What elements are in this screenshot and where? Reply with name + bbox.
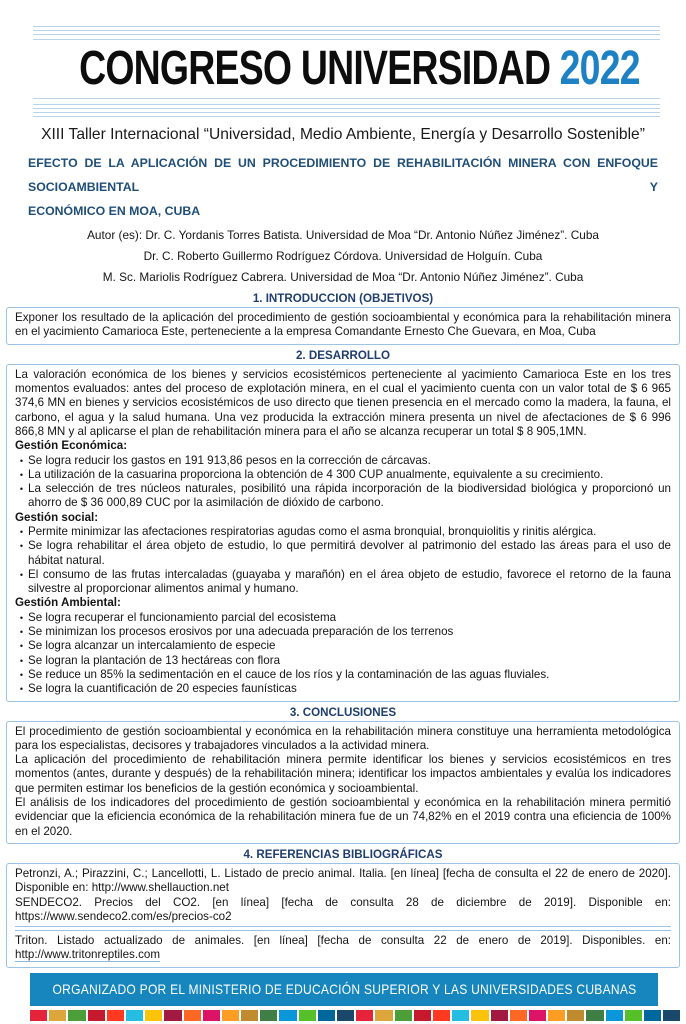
bullet-text: Se logra recuperar el funcionamiento parcial del ecosistema (28, 610, 337, 624)
sdg-square (30, 1010, 47, 1021)
pinstripe-line (33, 34, 660, 35)
paper-title-line2: ECONÓMICO EN MOA, CUBA (28, 204, 201, 219)
group-title: Gestión Económica: (15, 439, 128, 453)
bullet-item (15, 482, 671, 511)
bullet-dot: • (19, 569, 24, 580)
group-title-text: Gestión Económica (15, 439, 124, 453)
conclusion-paragraph: La aplicación del procedimiento de rehabilitación minera permite identificar los bienes y servicios ecosistémicos en tres momentos (antes, durante y después) de la rehabilitación minera; identificar los impactos ambientales y evalúa los indicadores que permiten estimar los beneficios de la gestión económica y socioambiental. (15, 753, 671, 795)
sdg-square (145, 1010, 162, 1021)
bullet-item (15, 539, 671, 568)
group-title-text: Gestión Ambiental (15, 596, 117, 610)
pinstripe-line (33, 104, 660, 105)
bullet-dot: • (19, 612, 24, 623)
sdg-square (395, 1010, 412, 1021)
section-heading-conclusiones: 3. CONCLUSIONES (289, 705, 397, 719)
bullet-dot: • (19, 469, 24, 480)
sdg-square (471, 1010, 488, 1021)
reference-text: Petronzi, A.; Pirazzini, C.; Lancellotti, L. Listado de precio animal. Italia. [en línea] [fecha de consulta el 22 de enero de 2020]. Disponible en: http://www.shellauction.net (15, 866, 671, 895)
conclusion-paragraph: El análisis de los indicadores del procedimiento de gestión socioambiental y económica en la rehabilitación minera permitió evidenciar que la eficiencia económica de la rehabilitación minera fue de un 74,82% en el 2019 contra una eficiencia de 100% en el 2020. (15, 796, 671, 838)
congress-title (0, 41, 686, 95)
bullet-dot: • (19, 541, 24, 552)
sdg-color-strip (30, 1010, 684, 1021)
reference-item (15, 934, 671, 963)
sdg-square (88, 1010, 105, 1021)
sdg-square (414, 1010, 431, 1021)
organizer-banner-text: ORGANIZADO POR EL MINISTERIO DE EDUCACIÓN SUPERIOR Y LAS UNIVERSIDADES CUBANAS (52, 981, 636, 998)
sdg-square (433, 1010, 450, 1021)
group-title-text: Gestión social (15, 510, 95, 524)
congress-title-main: CONGRESO UNIVERSIDAD (79, 41, 551, 95)
sdg-square (375, 1010, 392, 1021)
sdg-square (548, 1010, 565, 1021)
pinstripe-line (33, 98, 660, 99)
reference-item (15, 896, 671, 925)
bullet-item (15, 454, 671, 468)
header-pinstripes-bottom (33, 98, 660, 118)
workshop-subtitle: XIII Taller Internacional “Universidad, Medio Ambiente, Energía y Desarrollo Sostenible” (41, 126, 645, 144)
sdg-square (356, 1010, 373, 1021)
author-line: Dr. C. Roberto Guillermo Rodríguez Córdova. Universidad de Holguín. Cuba (143, 249, 543, 264)
sdg-square (279, 1010, 296, 1021)
bullet-text: La utilización de la casuarina proporciona la obtención de 4 300 CUP anualmente, equivalente a su crecimiento. (28, 467, 604, 481)
bullet-item (15, 568, 671, 597)
desarrollo-groups (15, 439, 671, 696)
section-heading-referencias: 4. REFERENCIAS BIBLIOGRÁFICAS (243, 847, 443, 861)
pinstripe-line (33, 112, 660, 113)
sdg-square (241, 1010, 258, 1021)
bullet-dot: • (19, 684, 24, 695)
bullet-dot: • (19, 627, 24, 638)
bullet-dot: • (19, 484, 24, 495)
sdg-square (126, 1010, 143, 1021)
congress-title-year: 2022 (559, 41, 640, 95)
sdg-square (606, 1010, 623, 1021)
sdg-square (529, 1010, 546, 1021)
bullet-text: El consumo de las frutas intercaladas (guayaba y marañón) en el área objeto de estudio, favorece el retorno de la fauna silvestre al proporcionar alimentos animal y humano. (28, 567, 671, 596)
bullet-dot: • (19, 641, 24, 652)
pinstripe-line (33, 116, 660, 117)
author-line: M. Sc. Mariolis Rodríguez Cabrera. Universidad de Moa “Dr. Antonio Núñez Jiménez”. Cuba (102, 270, 584, 285)
bullet-text: La selección de tres núcleos naturales, posibilitó una rápida incorporación de la biodiversidad biológica y proporcionó un ahorro de $ 36 000,89 CUC por la asimilación de dióxido de carbono. (28, 482, 671, 510)
sdg-square (567, 1010, 584, 1021)
bullet-item (15, 468, 671, 482)
bullet-text: Permite minimizar las afectaciones respiratorias agudas como el asma bronquial, bronquiolitis y rinitis alérgica. (28, 524, 597, 538)
sdg-square (203, 1010, 220, 1021)
bullet-text: Se logra la cuantificación de 20 especies faunísticas (28, 682, 297, 696)
sdg-square (49, 1010, 66, 1021)
bullet-text: Se minimizan los procesos erosivos por una adecuada preparación de los terrenos (28, 625, 454, 639)
poster-footer (0, 968, 686, 1021)
pinstripe-line (33, 30, 660, 31)
sdg-square (663, 1010, 680, 1021)
bullet-item (15, 654, 671, 668)
divider-line (15, 926, 671, 927)
bullet-text: Se logra rehabilitar el área objeto de estudio, lo que permitirá devolver al patrimonio del estado las áreas para el uso de hábitat natural. (28, 539, 671, 567)
bullet-item (15, 625, 671, 639)
sdg-square (318, 1010, 335, 1021)
referencias-box (6, 863, 680, 968)
divider-line (15, 930, 671, 931)
reference-divider-rule (15, 926, 671, 931)
group-title: Gestión Ambiental: (15, 596, 121, 610)
section-heading-introduccion: 1. INTRODUCCION (OBJETIVOS) (252, 292, 434, 306)
bullet-item (15, 525, 671, 539)
reference-item (15, 867, 671, 896)
sdg-square (644, 1010, 661, 1021)
author-line: Autor (es): Dr. C. Yordanis Torres Batista. Universidad de Moa “Dr. Antonio Núñez Jiménez”. Cuba (87, 228, 599, 243)
congress-title-text (79, 41, 640, 95)
sdg-square (337, 1010, 354, 1021)
bullet-dot: • (19, 669, 24, 680)
reference-link[interactable]: http://www.tritonreptiles.com (15, 948, 160, 962)
group-title: Gestión social: (15, 510, 99, 524)
bullet-item (15, 668, 671, 682)
introduccion-box (6, 307, 680, 345)
sdg-square (260, 1010, 277, 1021)
introduccion-text: Exponer los resultado de la aplicación del procedimiento de gestión socioambiental y económica para la rehabilitación minera en el yacimiento Camarioca Este, perteneciente a la empresa Comandante Ernesto Che Guevara, en Moa, Cuba (15, 311, 671, 339)
sdg-square (107, 1010, 124, 1021)
reference-text: Triton. Listado actualizado de animales. [en línea] [fecha de consulta 22 de enero de 2019]. Disponibles. en: (15, 934, 671, 948)
bullet-dot: • (19, 655, 24, 666)
sdg-square (452, 1010, 469, 1021)
sdg-square (491, 1010, 508, 1021)
sdg-square (625, 1010, 642, 1021)
authors-block (0, 225, 686, 288)
sdg-square (184, 1010, 201, 1021)
desarrollo-box (6, 364, 680, 702)
organizer-banner (30, 973, 658, 1006)
pinstripe-line (33, 26, 660, 27)
reference-text: SENDECO2. Precios del CO2. [en línea] [fecha de consulta 28 de diciembre de 2019]. Disponible en: https://www.sendeco2.com/es/precios-co2 (15, 895, 671, 923)
sdg-square (164, 1010, 181, 1021)
bullet-dot: • (19, 455, 24, 466)
sdg-square (510, 1010, 527, 1021)
bullet-text: Se logra alcanzar un intercalamiento de especie (28, 639, 276, 653)
sdg-square (586, 1010, 603, 1021)
header-pinstripes-top (33, 26, 660, 40)
sdg-square (68, 1010, 85, 1021)
paper-title (28, 151, 658, 223)
pinstripe-line (33, 39, 660, 40)
paper-title-line1: EFECTO DE LA APLICACIÓN DE UN PROCEDIMIENTO DE REHABILITACIÓN MINERA CON ENFOQUE SOCIOAMBIENTAL Y (28, 156, 658, 195)
desarrollo-paragraph: La valoración económica de los bienes y servicios ecosistémicos perteneciente al yacimiento Camarioca Este en los tres momentos evaluados: antes del proceso de explotación minera, en el cual el yacimiento cuenta con un valor total de $ 6 965 374,6 MN en bienes y servicios ecosistémicos de uso directo que tienen presencia en el mercado como la madera, la fauna, el carbono, el agua y la salud humana. Una vez producida la extracción minera presenta un nivel de afectaciones de $ 6 996 866,8 MN y al aplicarse el plan de rehabilitación minera para el año se alcanza recuperar un total $ 8 905,1MN. (15, 367, 671, 438)
bullet-text: Se logran la plantación de 13 hectáreas con flora (28, 653, 281, 667)
section-heading-desarrollo: 2. DESARROLLO (295, 348, 391, 362)
pinstripe-line (33, 108, 660, 109)
bullet-dot: • (19, 526, 24, 537)
conclusion-paragraph: El procedimiento de gestión socioambiental y económica en la rehabilitación minera constituye una herramienta metodológica para los especialistas, decisores y trabajadores vinculados a la actividad minera. (15, 724, 671, 752)
bullet-text: Se logra reducir los gastos en 191 913,86 pesos en la corrección de cárcavas. (28, 453, 431, 467)
sdg-square (299, 1010, 316, 1021)
bullet-item (15, 682, 671, 696)
bullet-text: Se reduce un 85% la sedimentación en el cauce de los ríos y la contaminación de las aguas fluviales. (28, 667, 550, 681)
bullet-item (15, 639, 671, 653)
sdg-square (222, 1010, 239, 1021)
conclusiones-box (6, 721, 680, 844)
bullet-item (15, 611, 671, 625)
